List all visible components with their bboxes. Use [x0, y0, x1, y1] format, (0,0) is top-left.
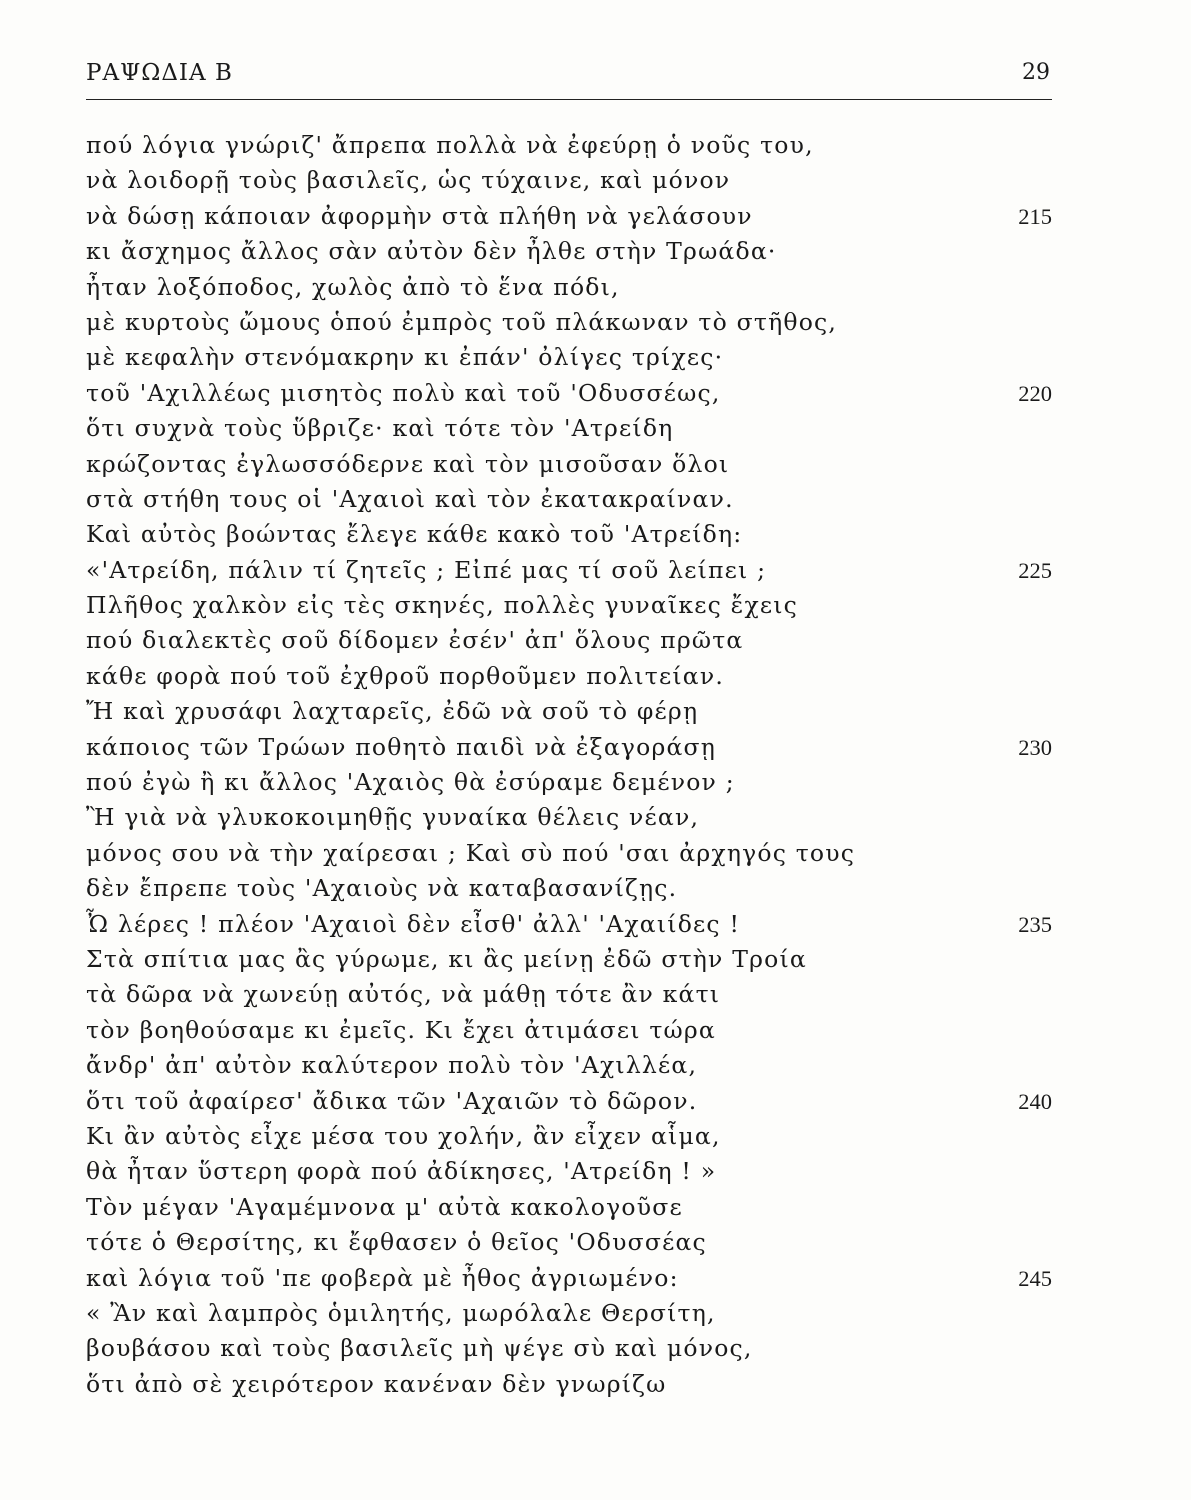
line-number: 245: [1018, 1265, 1052, 1291]
line-number: 230: [1018, 734, 1052, 760]
verse-line: [86, 553, 1052, 588]
line-number: 225: [1018, 557, 1052, 583]
verse-line: [86, 977, 1052, 1012]
verse-line: [86, 1190, 1052, 1225]
verse-text: ὅτι ἀπὸ σὲ χειρότερον κανέναν δὲν γνωρίζω: [86, 1369, 667, 1398]
verse-line: [86, 1367, 1052, 1402]
verse-text: δὲν ἔπρεπε τοὺς 'Αχαιοὺς νὰ καταβασανίζῃς.: [86, 874, 678, 903]
verse-line: [86, 1154, 1052, 1189]
verse-line: [86, 588, 1052, 623]
verse-text: πού διαλεκτὲς σοῦ δίδομεν ἐσέν' ἀπ' ὅλους πρῶτα: [86, 626, 744, 655]
verse-text: πού λόγια γνώριζ' ἄπρεπα πολλὰ νὰ ἐφεύρῃ ὁ νοῦς του,: [86, 131, 814, 159]
verse-line: [86, 1225, 1052, 1260]
verse-text: μὲ κεφαλὴν στενόμακρην κι ἐπάν' ὀλίγες τρίχες·: [86, 343, 724, 372]
verse-line: [86, 623, 1052, 658]
verse-text: καὶ λόγια τοῦ 'πε φοβερὰ μὲ ἦθος ἀγριωμένο:: [86, 1263, 679, 1292]
verse-line: [86, 411, 1052, 446]
verse-line: [86, 659, 1052, 694]
verse-line: [86, 1084, 1052, 1119]
verse-text: τοῦ 'Αχιλλέως μισητὸς πολὺ καὶ τοῦ 'Οδυσσέως,: [86, 378, 721, 407]
verse-line: [86, 1296, 1052, 1331]
verse-text: βουβάσου καὶ τοὺς βασιλεῖς μὴ ψέγε σὺ καὶ μόνος,: [86, 1334, 753, 1363]
verse-line: [86, 517, 1052, 552]
line-number: 215: [1018, 203, 1052, 229]
verse-line: [86, 800, 1052, 835]
verse-line: [86, 1013, 1052, 1048]
verse-text: τὰ δῶρα νὰ χωνεύῃ αὐτός, νὰ μάθῃ τότε ἂν κάτι: [86, 980, 721, 1009]
verse-text: Ἤ καὶ χρυσάφι λαχταρεῖς, ἐδῶ νὰ σοῦ τὸ φέρῃ: [86, 697, 699, 726]
verse-line: [86, 836, 1052, 871]
verse-text: Ἢ γιὰ νὰ γλυκοκοιμηθῇς γυναίκα θέλεις νέαν,: [86, 803, 700, 832]
verse-line: [86, 482, 1052, 517]
verse-text: ἦταν λοξόποδος, χωλὸς ἀπὸ τὸ ἕνα πόδι,: [86, 272, 620, 301]
verse-text: πού ἐγὼ ἢ κι ἄλλος 'Αχαιὸς θὰ ἐσύραμε δεμένον ;: [86, 768, 735, 797]
verse-text: θὰ ἦταν ὕστερη φορὰ πού ἀδίκησες, 'Ατρείδη ! »: [86, 1157, 717, 1186]
line-number: 220: [1018, 380, 1052, 406]
verse-text: τότε ὁ Θερσίτης, κι ἔφθασεν ὁ θεῖος 'Οδυσσέας: [86, 1228, 707, 1257]
line-number: 240: [1018, 1088, 1052, 1114]
verse-line: [86, 1048, 1052, 1083]
verse-text: τὸν βοηθούσαμε κι ἐμεῖς. Κι ἔχει ἀτιμάσει τώρα: [86, 1015, 716, 1044]
verse-line: [86, 1261, 1052, 1296]
running-head: [86, 60, 1050, 100]
verse-text: Καὶ αὐτὸς βοώντας ἔλεγε κάθε κακὸ τοῦ 'Ατρείδη:: [86, 520, 743, 549]
verse-line: [86, 163, 1052, 198]
verse-text: Τὸν μέγαν 'Αγαμέμνονα μ' αὐτὰ κακολογοῦσε: [86, 1192, 683, 1221]
verse-line: [86, 234, 1052, 269]
verse-text: στὰ στήθη τους οἱ 'Αχαιοὶ καὶ τὸν ἐκατακραίναν.: [86, 484, 734, 513]
verse-text: Πλῆθος χαλκὸν εἰς τὲς σκηνές, πολλὲς γυναῖκες ἔχεις: [86, 591, 799, 620]
verse-text: κρώζοντας ἐγλωσσόδερνε καὶ τὸν μισοῦσαν ὅλοι: [86, 449, 730, 478]
verse-line: [86, 1331, 1052, 1366]
verse-text: Κι ἂν αὐτὸς εἶχε μέσα του χολήν, ἂν εἶχεν αἷμα,: [86, 1121, 721, 1150]
verse-text: νὰ λοιδορῇ τοὺς βασιλεῖς, ὡς τύχαινε, καὶ μόνον: [86, 166, 731, 195]
verse-line: [86, 270, 1052, 305]
page-number: 29: [1022, 60, 1050, 85]
verse-line: [86, 1119, 1052, 1154]
verse-text: νὰ δώσῃ κάποιαν ἀφορμὴν στὰ πλήθη νὰ γελάσουν: [86, 201, 753, 230]
header-rule: [86, 99, 1052, 100]
line-number: 235: [1018, 911, 1052, 937]
verse-block: [86, 128, 1052, 1402]
verse-text: κάποιος τῶν Τρώων ποθητὸ παιδὶ νὰ ἐξαγοράσῃ: [86, 732, 717, 761]
verse-line: [86, 765, 1052, 800]
verse-text: μὲ κυρτοὺς ὤμους ὁπού ἐμπρὸς τοῦ πλάκωναν τὸ στῆθος,: [86, 307, 838, 336]
verse-text: Στὰ σπίτια μας ἂς γύρωμε, κι ἂς μείνῃ ἐδῶ στὴν Τροία: [86, 944, 807, 973]
verse-text: Ὦ λέρες ! πλέον 'Αχαιοὶ δὲν εἶσθ' ἀλλ' 'Αχαιίδες !: [86, 909, 741, 938]
verse-line: [86, 447, 1052, 482]
verse-text: ὅτι συχνὰ τοὺς ὕβριζε· καὶ τότε τὸν 'Ατρείδη: [86, 414, 674, 443]
verse-text: κάθε φορὰ πού τοῦ ἐχθροῦ πορθοῦμεν πολιτείαν.: [86, 661, 724, 690]
verse-text: μόνος σου νὰ τὴν χαίρεσαι ; Καὶ σὺ πού 'σαι ἀρχηγός τους: [86, 838, 856, 867]
verse-line: [86, 730, 1052, 765]
verse-line: [86, 694, 1052, 729]
verse-line: [86, 871, 1052, 906]
verse-line: [86, 907, 1052, 942]
verse-line: [86, 340, 1052, 375]
verse-line: [86, 199, 1052, 234]
verse-line: [86, 376, 1052, 411]
verse-line: [86, 128, 1052, 163]
verse-text: ἄνδρ' ἀπ' αὐτὸν καλύτερον πολὺ τὸν 'Αχιλλέα,: [86, 1051, 698, 1080]
verse-text: ὅτι τοῦ ἀφαίρεσ' ἄδικα τῶν 'Αχαιῶν τὸ δῶρον.: [86, 1086, 698, 1115]
verse-line: [86, 942, 1052, 977]
verse-text: κι ἄσχημος ἄλλος σὰν αὐτὸν δὲν ἦλθε στὴν Τρωάδα·: [86, 237, 777, 266]
verse-text: «'Ατρείδη, πάλιν τί ζητεῖς ; Εἰπέ μας τί σοῦ λείπει ;: [86, 555, 767, 584]
verse-text: « Ἂν καὶ λαμπρὸς ὁμιλητής, μωρόλαλε Θερσίτη,: [86, 1298, 716, 1327]
verse-line: [86, 305, 1052, 340]
running-title: ΡΑΨΩΔΙΑ Β: [86, 60, 233, 86]
